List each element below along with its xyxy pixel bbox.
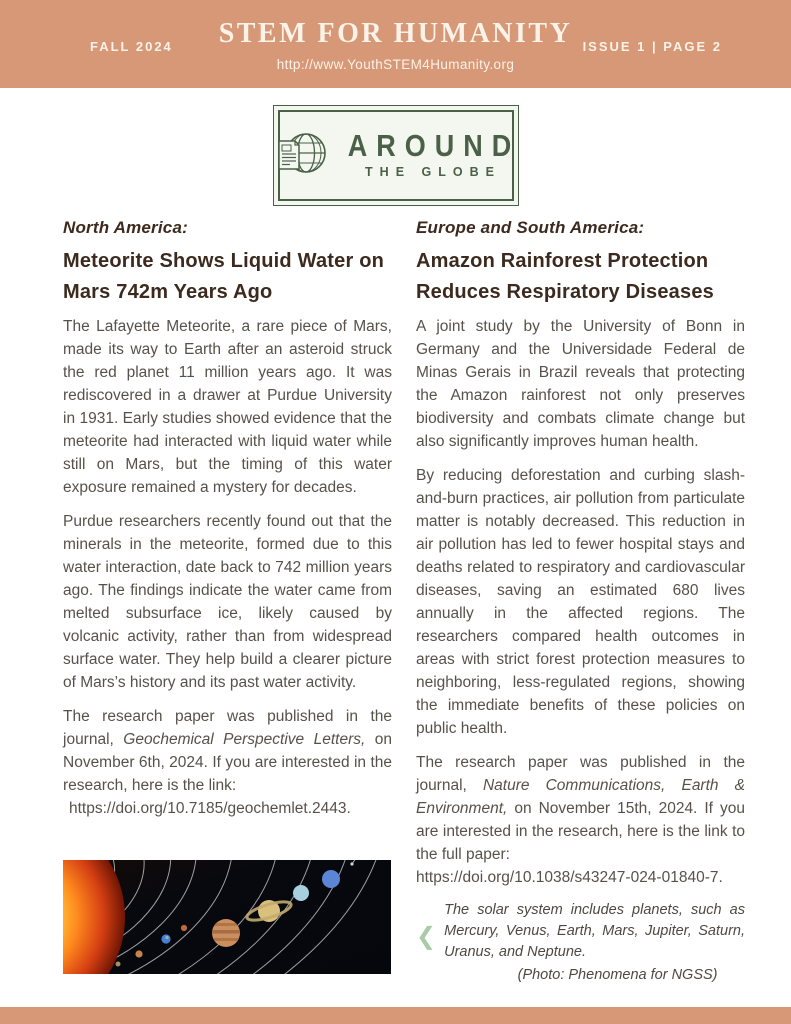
- article-paragraph: The Lafayette Meteorite, a rare piece of Mars, made its way to Earth after an asteroid struck the red planet 11 million years ago. It was rediscovered in a drawer at Purdue University in 1931. Early studies showed evidence that the meteorite had interacted with liquid water while still on Mars, but the timing of this water exposure remained a mystery for decades.: [63, 318, 392, 496]
- doi-link[interactable]: https://doi.org/10.7185/geochemlet.2443.: [69, 800, 351, 817]
- article-columns: [0, 206, 791, 986]
- paragraph-text: on November 15th, 2024. If you are interested in the research, here is the link to the full paper:: [416, 800, 745, 863]
- section-logo: [0, 105, 791, 206]
- journal-name: Nature Communications, Earth & Environment,: [416, 777, 745, 817]
- region-label: North America:: [63, 218, 188, 237]
- article-europe-south-america: [416, 218, 745, 986]
- photo-credit: (Photo: Phenomena for NGSS): [517, 967, 718, 983]
- newsletter-title: STEM FOR HUMANITY: [218, 18, 573, 49]
- caption-text: The solar system includes planets, such as Mercury, Venus, Earth, Mars, Jupiter, Saturn, Uranus, and Neptune.: [444, 902, 745, 960]
- logo-inner-frame: [278, 110, 521, 201]
- logo-word-around: AROUND: [347, 129, 521, 164]
- solar-system-image: [63, 860, 391, 974]
- newsletter-url[interactable]: http://www.YouthSTEM4Humanity.org: [276, 57, 515, 72]
- paragraph-text: The research paper was published in the journal,: [63, 708, 392, 748]
- paragraph-text: The research paper was published in the journal,: [416, 754, 745, 794]
- logo-word-the-globe: THE GLOBE: [365, 164, 501, 179]
- logo-box: [273, 105, 519, 206]
- article-paragraph: By reducing deforestation and curbing slash-and-burn practices, air pollution from particulate matter is notably decreased. This reduction in air pollution has led to fewer hospital stays and deaths related to respiratory and cardiovascular diseases, saving an estimated 680 lives annually in the affected regions. The researchers compared health outcomes in areas with strict forest protection measures to neighboring, less-regulated regions, showing the immediate benefits of these policies on public health.: [416, 467, 745, 737]
- region-label: Europe and South America:: [416, 218, 645, 237]
- header-bar: [0, 0, 791, 88]
- chevron-left-icon: ❮: [416, 922, 437, 950]
- doi-link[interactable]: https://doi.org/10.1038/s43247-024-01840-7.: [416, 869, 723, 886]
- image-caption: [416, 900, 745, 986]
- journal-name: Geochemical Perspective Letters,: [123, 731, 366, 748]
- footer-bar: [0, 1007, 791, 1024]
- globe-newspaper-icon: [271, 127, 329, 184]
- caption-body: [444, 900, 745, 986]
- issue-date-label: FALL 2024: [90, 39, 173, 54]
- article-title: Meteorite Shows Liquid Water on Mars 742m Years Ago: [63, 250, 385, 303]
- article-title: Amazon Rainforest Protection Reduces Respiratory Diseases: [416, 250, 714, 303]
- article-north-america: [63, 218, 392, 986]
- issue-page-label: ISSUE 1 | PAGE 2: [582, 39, 722, 54]
- article-paragraph: Purdue researchers recently found out that the minerals in the meteorite, formed due to this water interaction, date back to 742 million years ago. The findings indicate the water came from melted subsurface ice, likely caused by volcanic activity, rather than from widespread surface water. They help build a clearer picture of Mars’s history and its past water activity.: [63, 513, 392, 691]
- article-paragraph: A joint study by the University of Bonn in Germany and the Universidade Federal de Minas Gerais in Brazil reveals that protecting the Amazon rainforest not only preserves biodiversity and combats climate change but also significantly improves human health.: [416, 318, 745, 450]
- logo-wordmark: [339, 129, 521, 179]
- article-paragraph: [416, 751, 745, 889]
- paragraph-text: on November 6th, 2024. If you are interested in the research, here is the link:: [63, 731, 392, 794]
- article-paragraph: [63, 705, 392, 820]
